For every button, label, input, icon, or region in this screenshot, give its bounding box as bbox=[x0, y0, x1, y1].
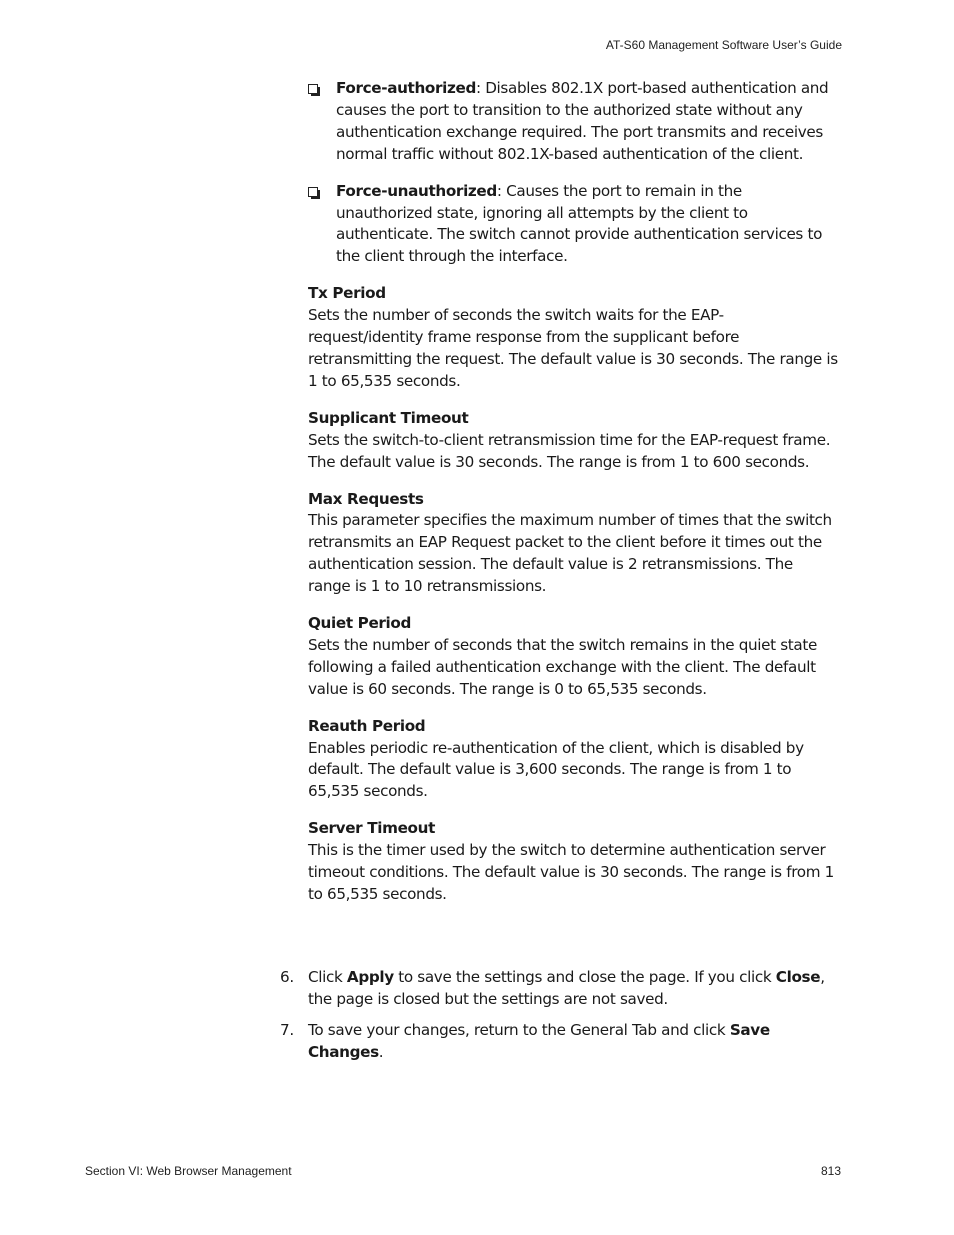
section-title: Supplicant Timeout bbox=[308, 408, 469, 427]
section-body: Sets the number of seconds the switch waits for the EAP-request/identity frame response from the supplicant before retransmitting the request. The default value is 30 seconds. The range is 1 to 65,535 seconds. bbox=[308, 306, 838, 390]
section-tx-period bbox=[308, 283, 838, 393]
bullet-text: : Causes the port to remain in the unauthorized state, ignoring all attempts by the client to authenticate. The switch cannot provide authentication services to the client through the interface. bbox=[336, 181, 823, 266]
step-bold-save-changes: Save Changes bbox=[308, 1020, 770, 1061]
section-reauth-period bbox=[308, 716, 838, 804]
bullet-text: : Disables 802.1X port-based authentication and causes the port to transition to the authorized state without any authentication exchange required. The port transmits and receives normal traffic without 802.1X-based authentication of the client. bbox=[336, 79, 829, 163]
section-title: Reauth Period bbox=[308, 716, 426, 735]
step-bold-apply: Apply bbox=[346, 968, 394, 986]
page-number: 813 bbox=[820, 1164, 841, 1178]
step-bold-close: Close bbox=[775, 968, 821, 986]
section-max-requests bbox=[308, 489, 838, 599]
step-number: 6. bbox=[280, 968, 294, 986]
section-body: This is the timer used by the switch to determine authentication server timeout conditions. The default value is 30 seconds. The range is from 1 to 65,535 seconds. bbox=[308, 841, 834, 903]
section-title: Server Timeout bbox=[308, 819, 436, 838]
step-text: to save the settings and close the page. If you click bbox=[393, 968, 776, 986]
section-supplicant-timeout bbox=[308, 408, 838, 474]
step-item bbox=[280, 967, 845, 1011]
footer-section-label: Section VI: Web Browser Management bbox=[85, 1164, 292, 1178]
section-body: Sets the number of seconds that the switch remains in the quiet state following a failed authentication exchange with the client. The default value is 60 seconds. The range is 0 to 65,535 seconds. bbox=[308, 635, 817, 698]
section-title: Tx Period bbox=[308, 284, 386, 303]
section-body: This parameter specifies the maximum number of times that the switch retransmits an EAP Request packet to the client before it times out the authentication session. The default value is 2 retransmissions. The range is 1 to 10 retransmissions. bbox=[308, 511, 832, 596]
step-text: . bbox=[378, 1042, 384, 1061]
bullet-force-authorized bbox=[336, 78, 838, 166]
checkbox-bullet-icon bbox=[308, 84, 318, 94]
section-body: Enables periodic re-authentication of the client, which is disabled by default. The default value is 3,600 seconds. The range is from 1 to 65,535 seconds. bbox=[308, 738, 804, 801]
checkbox-bullet-icon bbox=[308, 187, 318, 197]
section-title: Max Requests bbox=[308, 489, 424, 508]
main-content bbox=[308, 78, 838, 921]
step-text: Click bbox=[308, 968, 347, 986]
step-text: To save your changes, return to the General Tab and click bbox=[308, 1020, 730, 1039]
bullet-force-unauthorized bbox=[336, 181, 838, 269]
running-header: AT-S60 Management Software User’s Guide bbox=[605, 38, 842, 52]
step-number: 7. bbox=[280, 1020, 294, 1039]
section-quiet-period bbox=[308, 613, 838, 701]
section-server-timeout bbox=[308, 818, 838, 906]
bullet-term: Force-unauthorized bbox=[336, 181, 497, 200]
step-list bbox=[280, 967, 845, 1073]
step-text: , the page is closed but the settings are not saved. bbox=[308, 968, 825, 1008]
section-body: Sets the switch-to-client retransmission time for the EAP-request frame. The default value is 30 seconds. The range is from 1 to 600 seconds. bbox=[308, 430, 831, 471]
bullet-term: Force-authorized bbox=[336, 79, 476, 97]
step-item bbox=[280, 1020, 845, 1064]
section-title: Quiet Period bbox=[308, 614, 412, 633]
